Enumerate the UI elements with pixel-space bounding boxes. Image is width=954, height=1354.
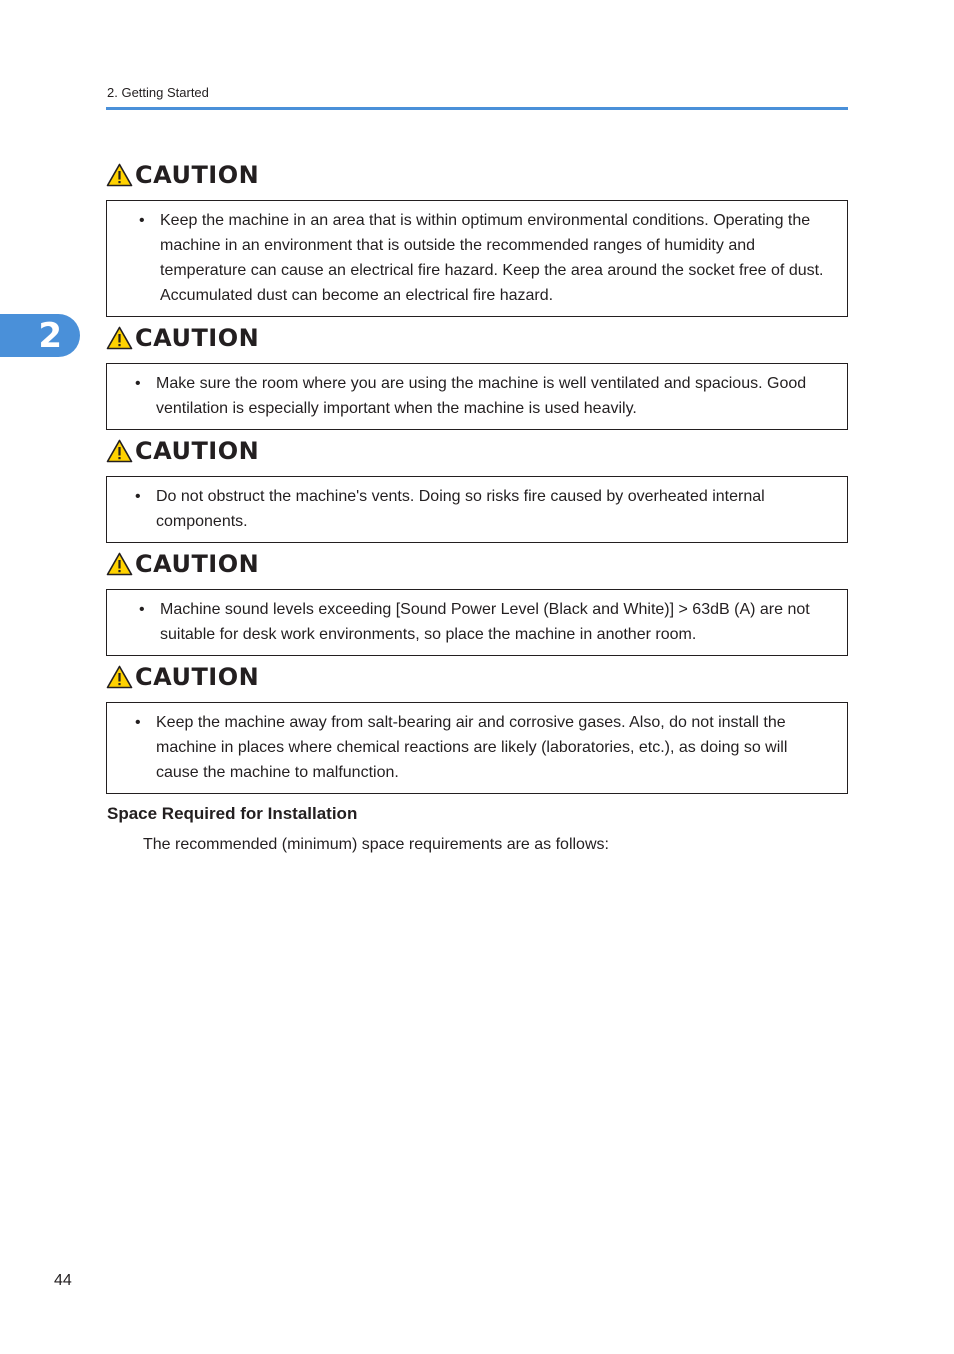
caution-label: CAUTION (135, 324, 260, 352)
header-rule (106, 107, 848, 110)
caution-heading (106, 323, 259, 353)
caution-text: Keep the machine away from salt-bearing air and corrosive gases. Also, do not install the machine in places where chemical reactions are likely (laboratories, etc.), as doing so will cause the machine to malfunction. (156, 714, 788, 781)
bullet: • (135, 488, 141, 505)
section-body: The recommended (minimum) space requirements are as follows: (143, 836, 609, 853)
caution-label: CAUTION (135, 161, 260, 189)
bullet: • (139, 601, 145, 618)
caution-item (107, 703, 847, 793)
bullet: • (139, 212, 145, 229)
caution-text: Keep the machine in an area that is within optimum environmental conditions. Operating the machine in an environment that is outside the recommended ranges of humidity and temperature can cause an electrical fire hazard. Keep the area around the socket free of dust. Accumulated dust can become an electrical fire hazard. (160, 212, 824, 304)
caution-box (106, 589, 848, 656)
caution-item (107, 201, 847, 316)
caution-box (106, 476, 848, 543)
caution-heading (106, 160, 259, 190)
caution-box (106, 363, 848, 430)
chapter-tab (0, 314, 80, 357)
caution-heading (106, 549, 259, 579)
caution-box (106, 200, 848, 317)
page-number: 44 (54, 1272, 72, 1289)
bullet: • (135, 714, 141, 731)
caution-box (106, 702, 848, 794)
caution-item (107, 364, 847, 429)
warning-triangle-icon (106, 439, 133, 463)
caution-item (107, 590, 847, 655)
warning-triangle-icon (106, 326, 133, 350)
caution-text: Do not obstruct the machine's vents. Doing so risks fire caused by overheated internal components. (156, 488, 765, 530)
caution-label: CAUTION (135, 550, 260, 578)
caution-label: CAUTION (135, 437, 260, 465)
caution-label: CAUTION (135, 663, 260, 691)
warning-triangle-icon (106, 163, 133, 187)
caution-heading (106, 436, 259, 466)
section-title: Space Required for Installation (107, 804, 358, 823)
caution-heading (106, 662, 259, 692)
running-header: 2. Getting Started (107, 85, 209, 100)
warning-triangle-icon (106, 665, 133, 689)
warning-triangle-icon (106, 552, 133, 576)
caution-text: Make sure the room where you are using the machine is well ventilated and spacious. Good ventilation is especially important when the machine is used heavily. (156, 375, 807, 417)
caution-text: Machine sound levels exceeding [Sound Power Level (Black and White)] > 63dB (A) are not suitable for desk work environments, so place the machine in another room. (160, 601, 810, 643)
caution-item (107, 477, 847, 542)
chapter-number: 2 (38, 315, 62, 356)
bullet: • (135, 375, 141, 392)
